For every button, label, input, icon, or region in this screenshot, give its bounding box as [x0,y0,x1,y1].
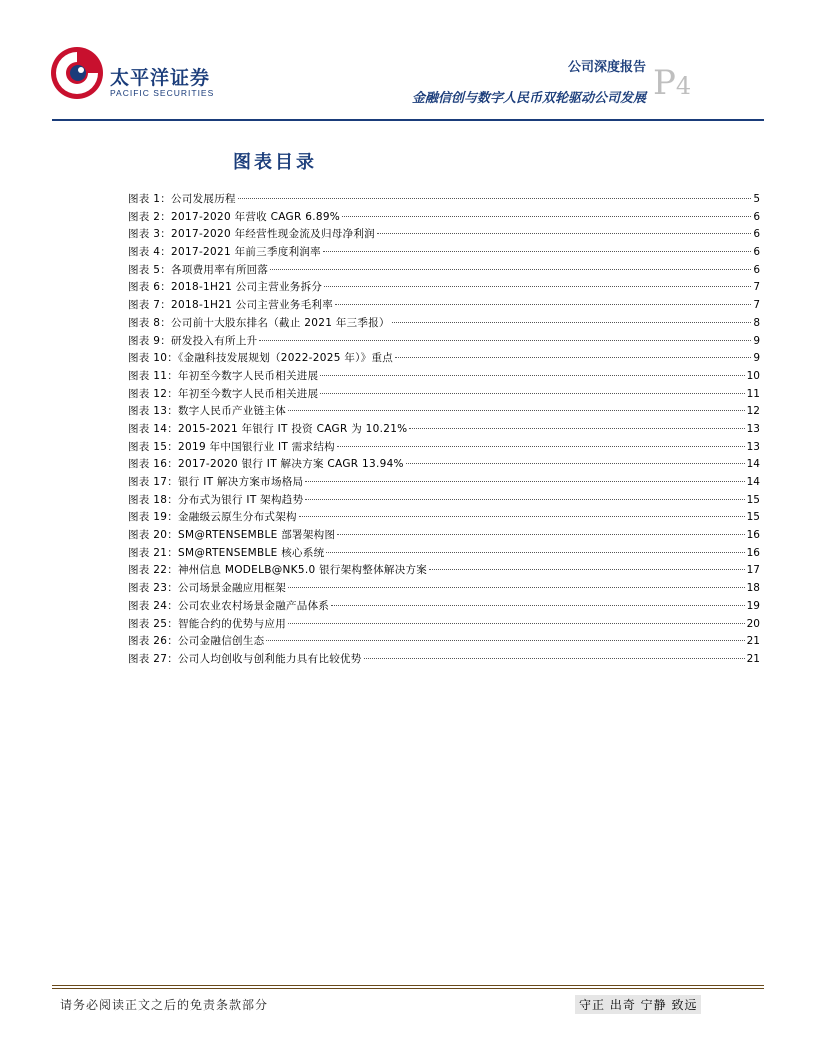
toc-item-page: 16 [746,529,760,542]
toc-leader [266,640,744,641]
toc-leader [395,357,751,358]
page-letter: P [653,63,676,103]
toc-item[interactable] [128,651,760,669]
toc-leader [364,658,745,659]
toc-leader [326,552,744,553]
toc-item[interactable] [128,492,760,510]
toc-item[interactable] [128,474,760,492]
toc-item-label: 图表 22：神州信息 MODELB@NK5.0 银行架构整体解决方案 [128,564,428,577]
toc-leader [305,481,744,482]
toc-item-label: 图表 5：各项费用率有所回落 [128,263,269,276]
toc-item-label: 图表 1：公司发展历程 [128,193,236,205]
toc-item[interactable] [128,386,760,404]
report-type: 公司深度报告 [567,60,646,75]
toc-item-label: 图表 20：SM@RTENSEMBLE 部署架构图 [128,529,336,542]
toc-leader [337,534,744,535]
toc-item-label: 图表 7：2018-1H21 公司主营业务毛利率 [128,299,334,312]
footer-slogan: 守正 出奇 宁静 致远 [575,995,701,1014]
toc-item[interactable] [128,509,760,527]
toc-item-page: 9 [753,334,760,347]
toc-item-page: 14 [746,458,760,471]
toc-leader [392,322,751,323]
toc-item-label: 图表 14：2015-2021 年银行 IT 投资 CAGR 为 10.21% [128,422,408,435]
toc-item-page: 20 [746,617,760,630]
toc-item-page: 11 [746,387,760,400]
toc-item[interactable] [128,226,760,244]
toc-item-page: 5 [753,193,760,205]
toc-leader [320,375,744,376]
toc-item-label: 图表 2：2017-2020 年营收 CAGR 6.89% [128,210,341,223]
toc-item[interactable] [128,262,760,280]
header-divider [52,119,764,121]
pacific-logo-icon [48,44,106,102]
toc-item-page: 13 [746,422,760,435]
toc-leader [288,587,745,588]
toc-item[interactable] [128,279,760,297]
toc-leader [337,446,745,447]
toc-leader [409,428,744,429]
toc-leader [406,463,745,464]
toc-item-label: 图表 13：数字人民币产业链主体 [128,405,286,418]
toc-item-page: 17 [746,564,760,577]
toc-leader [288,410,745,411]
toc-item-label: 图表 21：SM@RTENSEMBLE 核心系统 [128,546,325,559]
toc-item[interactable] [128,456,760,474]
toc-item-page: 6 [753,263,760,276]
toc-item-label: 图表 23：公司场景金融应用框架 [128,582,286,595]
toc-item-label: 图表 16：2017-2020 银行 IT 解决方案 CAGR 13.94% [128,458,404,471]
toc-item[interactable] [128,315,760,333]
toc-leader [335,304,751,305]
toc-item-page: 13 [746,440,760,453]
toc-item-label: 图表 3：2017-2020 年经营性现金流及归母净利润 [128,228,375,241]
toc-item-page: 19 [746,599,760,612]
toc-item[interactable] [128,562,760,580]
toc-leader [270,269,751,270]
page-number [653,63,691,103]
toc-item-page: 6 [753,228,760,241]
footer-divider [52,985,764,986]
toc-leader [323,251,751,252]
toc-leader [324,286,751,287]
page-number-value: 4 [675,72,692,100]
toc-item-page: 6 [753,210,760,223]
toc-item[interactable] [128,297,760,315]
toc-item-page: 8 [753,316,760,329]
footer-divider-secondary [52,988,764,989]
company-logo [48,44,228,104]
toc-item[interactable] [128,403,760,421]
toc-item-label: 图表 6：2018-1H21 公司主营业务拆分 [128,281,323,294]
toc-item[interactable] [128,350,760,368]
toc-list [128,191,760,669]
toc-item[interactable] [128,191,760,209]
toc-item-label: 图表 9：研发投入有所上升 [128,334,258,347]
toc-item-page: 9 [753,352,760,365]
toc-item-label: 图表 17：银行 IT 解决方案市场格局 [128,476,304,488]
toc-item-label: 图表 19：金融级云原生分布式架构 [128,511,297,524]
toc-item-page: 10 [746,369,760,382]
toc-item-page: 6 [753,246,760,259]
toc-item-page: 21 [746,635,760,648]
toc-item-page: 7 [753,299,760,312]
toc-item-page: 16 [746,546,760,559]
toc-item[interactable] [128,527,760,545]
toc-leader [377,233,751,234]
toc-item-label: 图表 24：公司农业农村场景金融产品体系 [128,599,330,612]
toc-leader [342,216,751,217]
toc-leader [320,393,744,394]
toc-item-page: 21 [746,652,760,665]
toc-item-label: 图表 12：年初至今数字人民币相关进展 [128,387,319,400]
toc-item-label: 图表 11：年初至今数字人民币相关进展 [128,369,319,382]
toc-title: 图表目录 [233,152,317,173]
toc-item-label: 图表 18：分布式为银行 IT 架构趋势 [128,493,304,506]
toc-item[interactable] [128,421,760,439]
toc-leader [299,516,745,517]
toc-item[interactable] [128,598,760,616]
toc-leader [331,605,744,606]
toc-item[interactable] [128,333,760,351]
toc-item[interactable] [128,439,760,457]
toc-item-page: 15 [746,511,760,524]
toc-item-page: 14 [746,476,760,488]
toc-item-label: 图表 27：公司人均创收与创利能力具有比较优势 [128,652,362,665]
toc-item[interactable] [128,580,760,598]
toc-leader [259,340,751,341]
toc-item[interactable] [128,616,760,634]
toc-item-label: 图表 15：2019 年中国银行业 IT 需求结构 [128,440,335,453]
toc-item-page: 7 [753,281,760,294]
toc-item-page: 15 [746,493,760,506]
toc-item[interactable] [128,368,760,386]
toc-item-page: 18 [746,582,760,595]
toc-item-label: 图表 25：智能合约的优势与应用 [128,617,286,630]
toc-item-page: 12 [746,405,760,418]
toc-leader [238,198,751,199]
toc-item-label: 图表 8：公司前十大股东排名（截止 2021 年三季报） [128,316,390,329]
toc-item[interactable] [128,545,760,563]
toc-leader [305,499,744,500]
toc-item-label: 图表 10：《金融科技发展规划（2022-2025 年）》重点 [128,352,394,365]
report-title: 金融信创与数字人民币双轮驱动公司发展 [411,91,646,106]
toc-item[interactable] [128,633,760,651]
toc-leader [288,623,745,624]
footer-disclaimer: 请务必阅读正文之后的免责条款部分 [60,998,269,1012]
toc-leader [429,569,745,570]
toc-item[interactable] [128,244,760,262]
toc-item-label: 图表 4：2017-2021 年前三季度利润率 [128,246,321,259]
logo-chinese-name: 太平洋证券 [110,67,211,89]
logo-english-name: PACIFIC SECURITIES [110,88,215,98]
toc-item-label: 图表 26：公司金融信创生态 [128,635,265,648]
toc-item[interactable] [128,209,760,227]
